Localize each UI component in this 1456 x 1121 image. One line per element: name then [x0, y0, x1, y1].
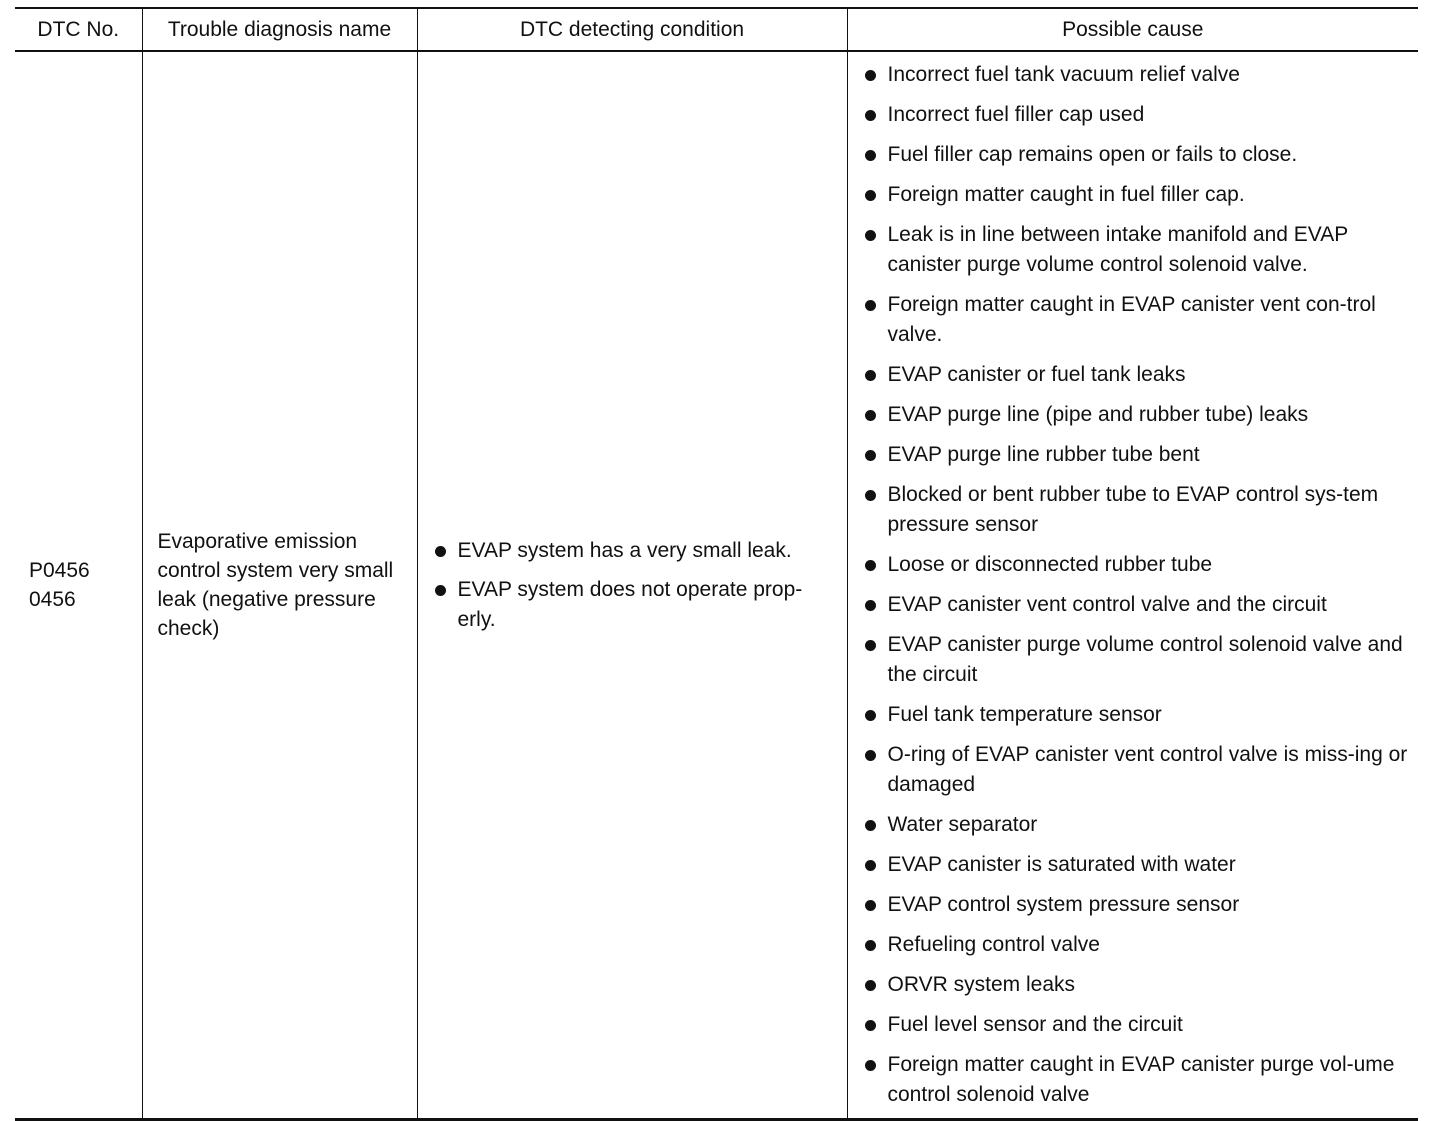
list-item: EVAP canister is saturated with water	[864, 850, 1409, 880]
header-dtc-no: DTC No.	[15, 8, 142, 51]
list-item: EVAP canister or fuel tank leaks	[864, 360, 1409, 390]
header-dtc-detecting-condition: DTC detecting condition	[417, 8, 847, 51]
list-item: Water separator	[864, 810, 1409, 840]
dtc-number-cell	[15, 51, 142, 1120]
list-item: Fuel level sensor and the circuit	[864, 1010, 1409, 1040]
list-item: EVAP canister vent control valve and the circuit	[864, 590, 1409, 620]
detecting-condition-list	[434, 536, 839, 635]
dtc-number-secondary: 0456	[29, 588, 76, 611]
dtc-number-primary: P0456	[29, 559, 90, 582]
list-item: Foreign matter caught in EVAP canister vent con-trol valve.	[864, 290, 1409, 350]
list-item: Leak is in line between intake manifold and EVAP canister purge volume control solenoid valve.	[864, 220, 1409, 280]
list-item: Fuel tank temperature sensor	[864, 700, 1409, 730]
list-item: Incorrect fuel tank vacuum relief valve	[864, 60, 1409, 90]
list-item: Foreign matter caught in EVAP canister purge vol-ume control solenoid valve	[864, 1050, 1409, 1110]
list-item: Fuel filler cap remains open or fails to close.	[864, 140, 1409, 170]
list-item: ORVR system leaks	[864, 970, 1409, 1000]
list-item: EVAP purge line (pipe and rubber tube) leaks	[864, 400, 1409, 430]
diagnosis-name-cell: Evaporative emission control system very small leak (negative pressure check)	[142, 51, 417, 1120]
list-item: Refueling control valve	[864, 930, 1409, 960]
header-trouble-diagnosis-name: Trouble diagnosis name	[142, 8, 417, 51]
list-item: EVAP canister purge volume control solenoid valve and the circuit	[864, 630, 1409, 690]
header-possible-cause: Possible cause	[847, 8, 1418, 51]
dtc-table	[15, 7, 1418, 1121]
list-item: Incorrect fuel filler cap used	[864, 100, 1409, 130]
list-item: EVAP control system pressure sensor	[864, 890, 1409, 920]
list-item: Loose or disconnected rubber tube	[864, 550, 1409, 580]
detecting-condition-cell	[417, 51, 847, 1120]
header-row	[15, 8, 1418, 51]
table-body	[15, 51, 1418, 1120]
possible-cause-list	[864, 60, 1409, 1110]
list-item: Blocked or bent rubber tube to EVAP control sys-tem pressure sensor	[864, 480, 1409, 540]
list-item: Foreign matter caught in fuel filler cap.	[864, 180, 1409, 210]
list-item: EVAP system does not operate prop-erly.	[434, 575, 839, 635]
table-row	[15, 51, 1418, 1120]
table-header	[15, 8, 1418, 51]
list-item: EVAP purge line rubber tube bent	[864, 440, 1409, 470]
list-item: EVAP system has a very small leak.	[434, 536, 839, 566]
possible-cause-cell	[847, 51, 1418, 1120]
list-item: O-ring of EVAP canister vent control valve is miss-ing or damaged	[864, 740, 1409, 800]
